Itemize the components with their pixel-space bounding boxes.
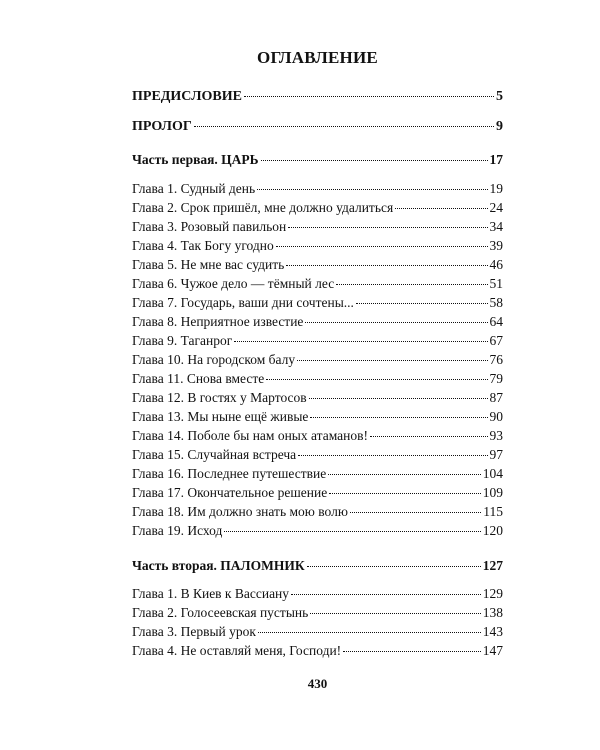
leader-dots xyxy=(395,208,487,209)
toc-entry xyxy=(132,503,503,521)
toc-entry-text: Глава 5. Не мне вас судить xyxy=(132,257,285,272)
toc-entry-text: Глава 7. Государь, ваши дни сочтены... xyxy=(132,295,354,310)
toc-entry xyxy=(132,180,503,198)
leader-dots xyxy=(224,531,480,532)
toc-entry-page: 51 xyxy=(489,276,503,291)
toc-entry-page: 143 xyxy=(482,624,503,639)
leader-dots xyxy=(291,594,481,595)
toc-entry-page: 24 xyxy=(489,200,503,215)
toc-entry-text: ПРОЛОГ xyxy=(132,119,192,134)
leader-dots xyxy=(328,474,481,475)
toc-entry xyxy=(132,465,503,483)
toc-entry-text: Глава 11. Снова вместе xyxy=(132,371,265,386)
toc-entry-text: Глава 12. В гостях у Мартосов xyxy=(132,390,307,405)
toc-entry-text: Глава 1. Судный день xyxy=(132,181,256,196)
toc-entry-page: 17 xyxy=(489,152,503,167)
leader-dots xyxy=(276,246,488,247)
toc-entry-page: 87 xyxy=(489,390,503,405)
leader-dots xyxy=(298,455,487,456)
toc-entry-prologue xyxy=(132,118,503,136)
toc-entry xyxy=(132,332,503,350)
toc-entry-page: 104 xyxy=(482,466,503,481)
toc-entry-text: Глава 2. Голосеевская пустынь xyxy=(132,605,309,620)
toc-entry-page: 46 xyxy=(489,257,503,272)
toc-entry xyxy=(132,389,503,407)
toc-entry-page: 90 xyxy=(489,409,503,424)
toc-entry-page: 115 xyxy=(483,504,503,519)
toc-entry-text: Часть первая. ЦАРЬ xyxy=(132,152,259,167)
toc-entry-page: 64 xyxy=(489,314,503,329)
toc-entry xyxy=(132,256,503,274)
toc-entry-page: 129 xyxy=(482,586,503,601)
leader-dots xyxy=(286,265,487,266)
toc-title: ОГЛАВЛЕНИЕ xyxy=(257,48,378,67)
leader-dots xyxy=(356,303,488,304)
toc-entry xyxy=(132,623,503,641)
leader-dots xyxy=(258,632,481,633)
toc-entry-page: 34 xyxy=(489,219,503,234)
toc-entry-page: 138 xyxy=(482,605,503,620)
toc-part-heading xyxy=(132,557,503,575)
toc-entry-text: Глава 14. Поболе бы нам оных атаманов! xyxy=(132,428,368,443)
leader-dots xyxy=(288,227,487,228)
toc-entry xyxy=(132,218,503,236)
toc-entry-page: 76 xyxy=(489,352,503,367)
leader-dots xyxy=(310,613,480,614)
toc-entry xyxy=(132,446,503,464)
toc-entry-preface xyxy=(132,88,503,106)
toc-entry-page: 19 xyxy=(489,181,503,196)
toc-entry-text: Глава 4. Не оставляй меня, Господи! xyxy=(132,643,342,658)
page-number: 430 xyxy=(307,676,328,691)
leader-dots xyxy=(261,160,488,161)
toc-entry xyxy=(132,585,503,603)
toc-entry-page: 97 xyxy=(489,447,503,462)
toc-entry-text: Глава 13. Мы ныне ещё живые xyxy=(132,409,309,424)
toc-entry-text: Глава 19. Исход xyxy=(132,523,223,538)
toc-entry-text: Глава 8. Неприятное известие xyxy=(132,314,304,329)
toc-entry xyxy=(132,237,503,255)
toc-entry-text: Глава 16. Последнее путешествие xyxy=(132,466,327,481)
toc-entry-page: 147 xyxy=(482,643,503,658)
toc-entry-page: 120 xyxy=(482,523,503,538)
toc-entry-page: 79 xyxy=(489,371,503,386)
leader-dots xyxy=(194,126,494,127)
toc-entry-page: 58 xyxy=(489,295,503,310)
toc-entry xyxy=(132,313,503,331)
toc-entry-page: 5 xyxy=(496,89,503,104)
leader-dots xyxy=(309,398,488,399)
leader-dots xyxy=(329,493,481,494)
toc-entry-text: Глава 18. Им должно знать мою волю xyxy=(132,504,348,519)
toc-entry xyxy=(132,408,503,426)
toc-entry xyxy=(132,522,503,540)
toc-entry-text: Глава 4. Так Богу угодно xyxy=(132,238,274,253)
toc-entry-text: Глава 9. Таганрог xyxy=(132,333,233,348)
leader-dots xyxy=(370,436,488,437)
leader-dots xyxy=(297,360,487,361)
toc-entry xyxy=(132,370,503,388)
toc-page xyxy=(132,0,503,750)
toc-entry xyxy=(132,275,503,293)
toc-entry xyxy=(132,199,503,217)
toc-part-heading xyxy=(132,151,503,169)
toc-entry xyxy=(132,351,503,369)
leader-dots xyxy=(244,96,494,97)
toc-entry-text: Глава 10. На городском балу xyxy=(132,352,296,367)
leader-dots xyxy=(310,417,487,418)
toc-entry-text: Глава 3. Первый урок xyxy=(132,624,256,639)
toc-entry-text: ПРЕДИСЛОВИЕ xyxy=(132,89,242,104)
leader-dots xyxy=(234,341,487,342)
toc-entry-text: Глава 2. Срок пришёл, мне должно удалиться xyxy=(132,200,394,215)
toc-entry-page: 93 xyxy=(489,428,503,443)
toc-entry xyxy=(132,604,503,622)
leader-dots xyxy=(343,651,481,652)
toc-entry-page: 127 xyxy=(482,558,503,573)
toc-entry xyxy=(132,642,503,660)
leader-dots xyxy=(266,379,487,380)
leader-dots xyxy=(350,512,481,513)
leader-dots xyxy=(257,189,487,190)
toc-entry xyxy=(132,484,503,502)
toc-entry-text: Глава 17. Окончательное решение xyxy=(132,485,328,500)
toc-entry-text: Часть вторая. ПАЛОМНИК xyxy=(132,558,305,573)
toc-entry-text: Глава 1. В Киев к Вассиану xyxy=(132,586,290,601)
toc-entry-page: 109 xyxy=(482,485,503,500)
leader-dots xyxy=(305,322,487,323)
leader-dots xyxy=(336,284,487,285)
toc-entry-text: Глава 6. Чужое дело — тёмный лес xyxy=(132,276,335,291)
toc-entry-text: Глава 15. Случайная встреча xyxy=(132,447,297,462)
toc-entry-page: 67 xyxy=(489,333,503,348)
toc-entry xyxy=(132,294,503,312)
toc-entry-page: 9 xyxy=(496,119,503,134)
toc-entry-text: Глава 3. Розовый павильон xyxy=(132,219,287,234)
leader-dots xyxy=(307,566,481,567)
toc-entry xyxy=(132,427,503,445)
toc-entry-page: 39 xyxy=(489,238,503,253)
